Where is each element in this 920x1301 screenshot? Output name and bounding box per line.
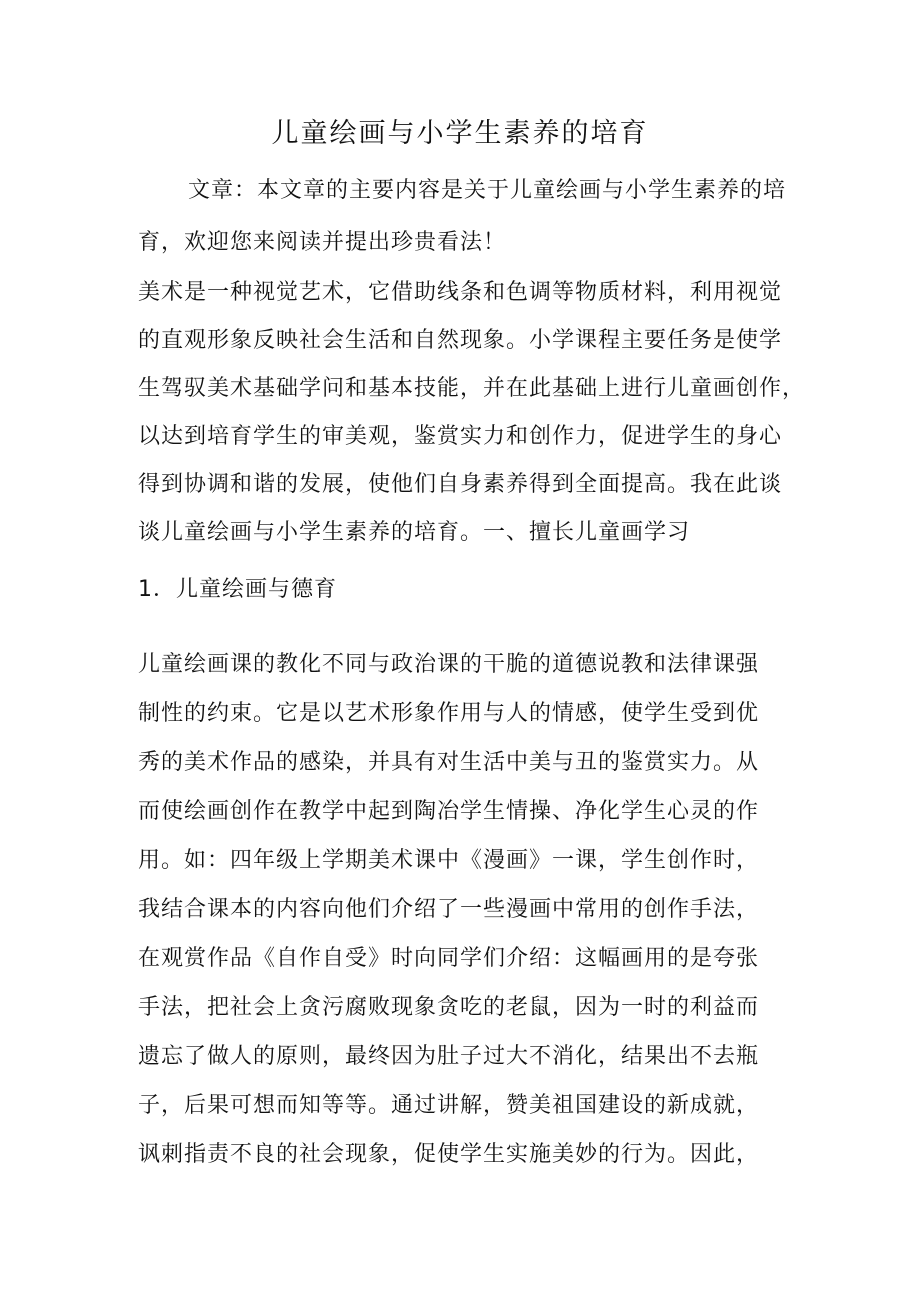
paragraph2-line-6: 我结合课本的内容向他们介绍了一些漫画中常用的创作手法， [138,897,760,922]
paragraph2-line-3: 秀的美术作品的感染，并具有对生活中美与丑的鉴赏实力。从 [138,750,760,775]
intro-line-2: 育，欢迎您来阅读并提出珍贵看法！ [138,230,507,255]
paragraph2-line-2: 制性的约束。它是以艺术形象作用与人的情感，使学生受到优 [138,701,760,726]
paragraph1-line-4: 以达到培育学生的审美观，鉴赏实力和创作力，促进学生的身心 [138,424,783,449]
paragraph1-line-5: 得到协调和谐的发展，使他们自身素养得到全面提高。我在此谈 [138,472,783,497]
paragraph2-line-5: 用。如：四年级上学期美术课中《漫画》一课，学生创作时， [138,848,760,873]
paragraph1-line-3: 生驾驭美术基础学问和基本技能，并在此基础上进行儿童画创作， [138,376,806,401]
paragraph2-line-11: 讽刺指责不良的社会现象，促使学生实施美妙的行为。因此， [138,1142,760,1167]
paragraph2-line-10: 子，后果可想而知等等。通过讲解，赞美祖国建设的新成就， [138,1093,760,1118]
paragraph1-line-6: 谈儿童绘画与小学生素养的培育。一、擅长儿童画学习 [138,520,691,545]
paragraph1-line-1: 美术是一种视觉艺术，它借助线条和色调等物质材料，利用视觉 [138,280,783,305]
section-heading: 1．儿童绘画与德育 [138,577,337,602]
paragraph2-line-7: 在观赏作品《自作自受》时向同学们介绍：这幅画用的是夸张 [138,946,760,971]
intro-line-1: 文章：本文章的主要内容是关于儿童绘画与小学生素养的培 [188,178,787,203]
paragraph2-line-1: 儿童绘画课的教化不同与政治课的干脆的道德说教和法律课强 [138,652,760,677]
paragraph2-line-4: 而使绘画创作在教学中起到陶冶学生情操、净化学生心灵的作 [138,799,760,824]
document-title: 儿童绘画与小学生素养的培育 [271,118,649,149]
paragraph2-line-9: 遗忘了做人的原则，最终因为肚子过大不消化，结果出不去瓶 [138,1044,760,1069]
paragraph1-line-2: 的直观形象反映社会生活和自然现象。小学课程主要任务是使学 [138,328,783,353]
paragraph2-line-8: 手法，把社会上贪污腐败现象贪吃的老鼠，因为一时的利益而 [138,995,760,1020]
